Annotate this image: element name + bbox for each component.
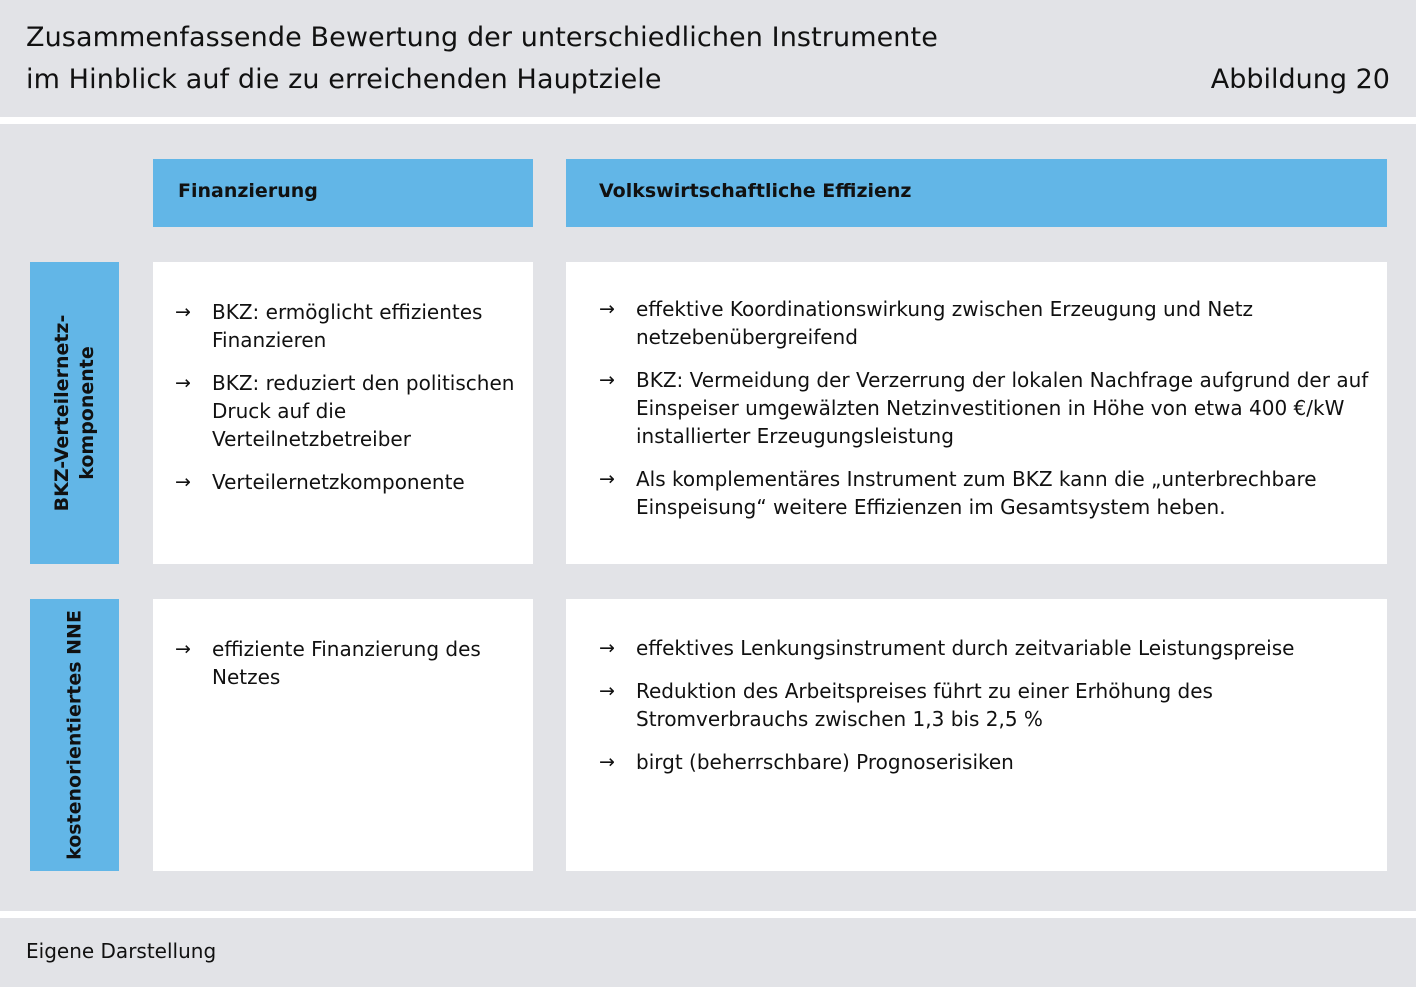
bullet-list	[175, 298, 515, 511]
cell-nne-finanzierung	[153, 599, 533, 871]
list-item	[175, 369, 515, 453]
list-item	[599, 748, 1369, 776]
figure-header	[0, 0, 1416, 117]
arrow-right-icon: →	[599, 751, 615, 773]
arrow-right-icon: →	[175, 372, 191, 394]
column-header-label: Volkswirtschaftliche Effizienz	[599, 180, 912, 202]
list-item	[599, 366, 1369, 450]
list-item-text: Reduktion des Arbeitspreises führt zu einer Erhöhung des Stromverbrauchs zwischen 1,3 bis 2,5 %	[636, 679, 1213, 731]
column-header-finanzierung	[153, 159, 533, 227]
row-header-bkz	[30, 262, 119, 564]
bullet-list	[175, 635, 515, 706]
arrow-right-icon: →	[599, 298, 615, 320]
list-item	[599, 295, 1369, 351]
figure-title-line-1: Zusammenfassende Bewertung der unterschiedlichen Instrumente	[26, 22, 938, 53]
figure-title-line-2: im Hinblick auf die zu erreichenden Hauptziele	[26, 64, 662, 95]
list-item-text: effiziente Finanzierung des Netzes	[212, 637, 481, 689]
figure-label: Abbildung 20	[1210, 64, 1390, 95]
list-item-text: BKZ: reduziert den politischen Druck auf die Verteilnetzbetreiber	[212, 371, 515, 451]
arrow-right-icon: →	[599, 468, 615, 490]
list-item-text: birgt (beherrschbare) Prognoserisiken	[636, 750, 1014, 774]
list-item	[599, 634, 1369, 662]
arrow-right-icon: →	[175, 301, 191, 323]
row-header-label	[50, 315, 100, 512]
row-header-label-line-1: kostenorientiertes NNE	[63, 610, 85, 860]
list-item	[175, 635, 515, 691]
list-item-text: BKZ: Vermeidung der Verzerrung der lokalen Nachfrage aufgrund der auf Einspeiser umgewälzten Netzinvestitionen in Höhe von etwa 400 €/kW installierter Erzeugungsleistung	[636, 368, 1369, 448]
figure-footer	[0, 918, 1416, 987]
row-header-label-line-1: BKZ-Verteilernetz-	[50, 314, 73, 512]
source-note: Eigene Darstellung	[26, 939, 217, 963]
row-header-label-line-2: komponente	[75, 346, 98, 480]
bullet-list	[599, 634, 1369, 791]
row-header-label	[62, 610, 87, 860]
cell-nne-effizienz	[566, 599, 1387, 871]
list-item-text: Als komplementäres Instrument zum BKZ kann die „unterbrechbare Einspeisung“ weitere Effizienzen im Gesamtsystem heben.	[636, 467, 1317, 519]
column-header-label: Finanzierung	[178, 180, 318, 202]
arrow-right-icon: →	[599, 637, 615, 659]
column-header-effizienz	[566, 159, 1387, 227]
arrow-right-icon: →	[599, 369, 615, 391]
arrow-right-icon: →	[175, 471, 191, 493]
cell-bkz-effizienz	[566, 262, 1387, 564]
cell-bkz-finanzierung	[153, 262, 533, 564]
list-item	[599, 465, 1369, 521]
arrow-right-icon: →	[599, 680, 615, 702]
list-item-text: effektives Lenkungsinstrument durch zeitvariable Leistungspreise	[636, 636, 1295, 660]
list-item-text: Verteilernetzkomponente	[212, 470, 465, 494]
row-header-nne	[30, 599, 119, 871]
bullet-list	[599, 295, 1369, 536]
list-item-text: effektive Koordinationswirkung zwischen Erzeugung und Netz netzebenübergreifend	[636, 297, 1254, 349]
list-item	[175, 298, 515, 354]
arrow-right-icon: →	[175, 638, 191, 660]
list-item	[175, 468, 515, 496]
list-item	[599, 677, 1369, 733]
list-item-text: BKZ: ermöglicht effizientes Finanzieren	[212, 300, 483, 352]
comparison-matrix	[0, 124, 1416, 911]
